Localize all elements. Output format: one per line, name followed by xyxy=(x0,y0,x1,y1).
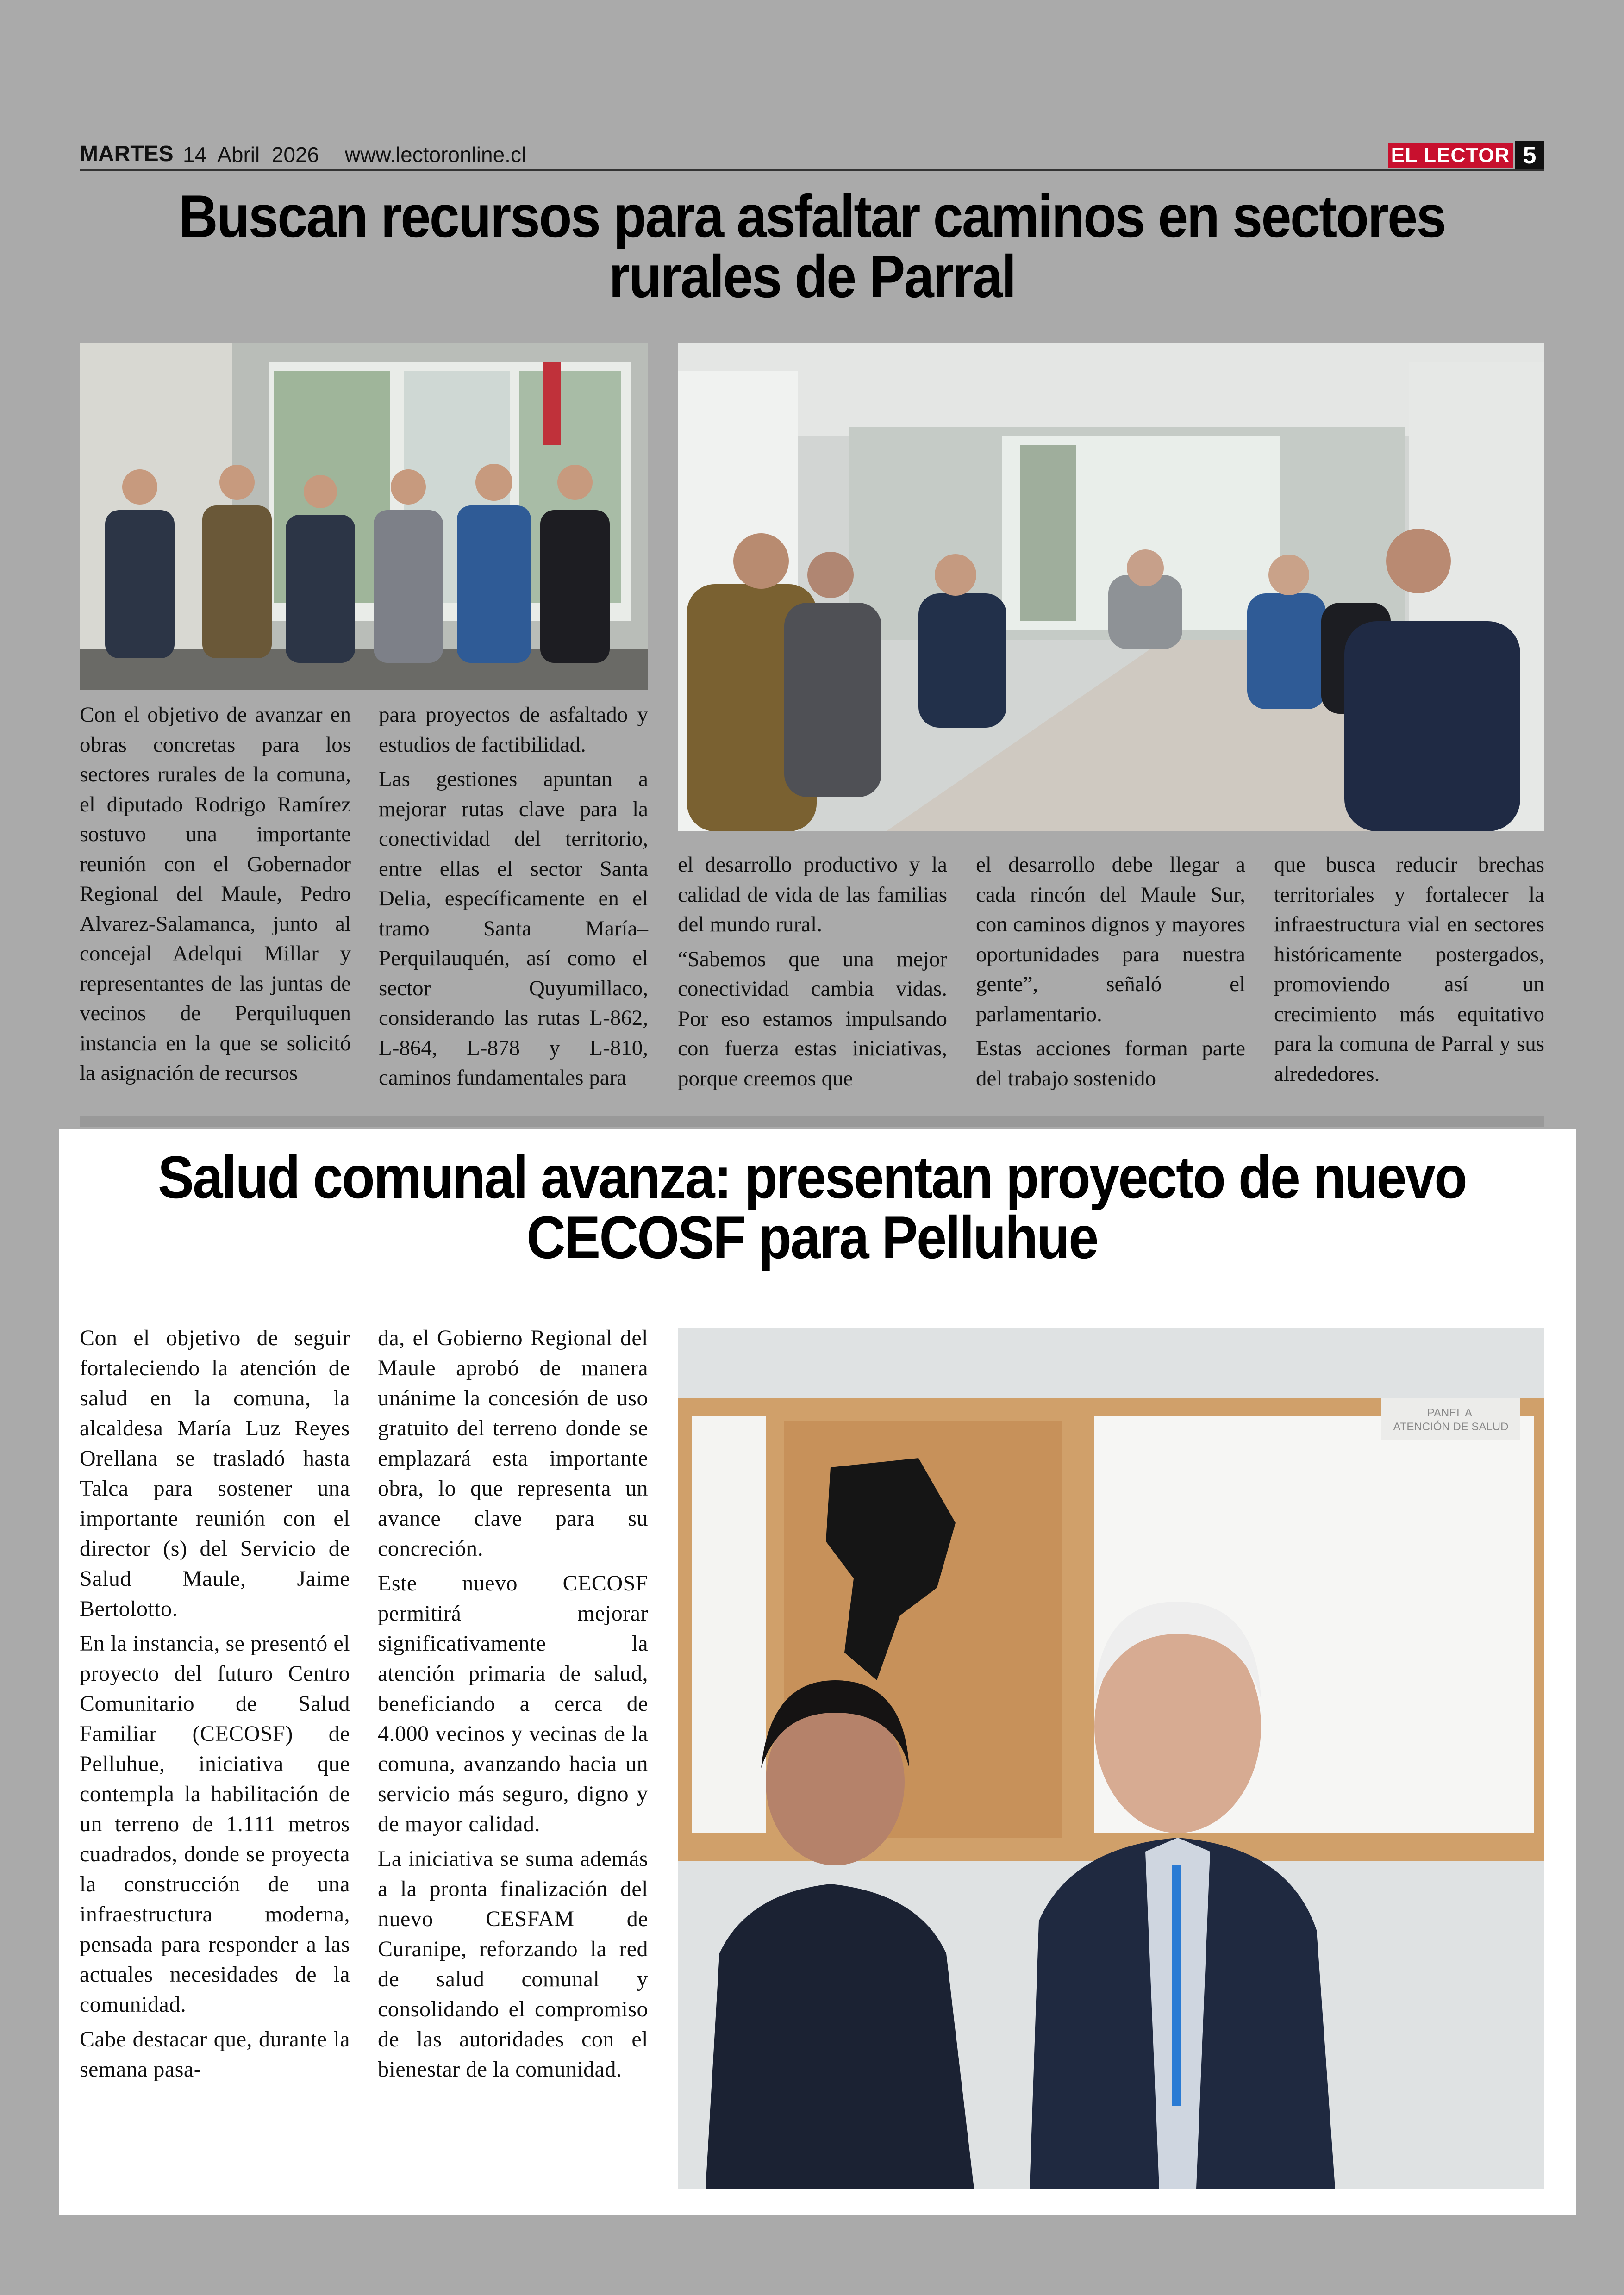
header-url[interactable]: www.lectoronline.cl xyxy=(345,143,526,167)
article1-col5 xyxy=(1274,850,1544,1089)
section-divider xyxy=(80,1116,1544,1127)
article1-col4-p2: Estas acciones forman parte del trabajo sostenido xyxy=(976,1036,1245,1091)
article1-col2-p1: para proyectos de asfaltado y estudios de factibilidad. xyxy=(379,703,648,757)
header-rule xyxy=(80,169,1544,171)
header-date: 14 Abril 2026 xyxy=(183,143,319,167)
article2-col2 xyxy=(378,1323,648,2084)
article1-col3-p1: el desarrollo productivo y la calidad de vida de las familias del mundo rural. xyxy=(678,853,947,936)
sign-line-2: ATENCIÓN DE SALUD xyxy=(1393,1421,1509,1433)
article2-photo-officials xyxy=(678,1328,1544,2189)
article1-col4-p1: el desarrollo debe llegar a cada rincón del Maule Sur, con caminos dignos y mayores oportunidades para nuestra gente”, señaló el parlamentario. xyxy=(976,853,1245,1026)
article1-col3 xyxy=(678,850,947,1093)
article1-col5-p1: que busca reducir brechas territoriales y fortalecer la infraestructura vial en sectores históricamente postergados, promoviendo así un crecimiento más equitativo para la comuna de Parral y sus alrededores. xyxy=(1274,853,1544,1086)
article2-col2-p1: da, el Gobierno Regional del Maule aprobó de manera unánime la concesión de uso gratuito del terreno donde se emplazará esta importante obra, lo que representa un avance clave para su concreción. xyxy=(378,1326,648,1561)
article2-col2-p3: La iniciativa se suma además a la pronta finalización del nuevo CESFAM de Curanipe, reforzando la red de salud comunal y consolidando el compromiso de las autoridades con el bienestar de la comunidad. xyxy=(378,1846,648,2082)
article1-headline: Buscan recursos para asfaltar caminos en sectores rurales de Parral xyxy=(179,182,1445,310)
article2-col1-p2: En la instancia, se presentó el proyecto del futuro Centro Comunitario de Salud Familiar (CECOSF) de Pelluhue, iniciativa que contempla la habilitación de un terreno de 1.111 metros cuadrados, donde se proyecta la construcción de una infraestructura moderna, pensada para responder a las actuales necesidades de la comunidad. xyxy=(80,1631,350,2017)
page-number: 5 xyxy=(1515,141,1544,170)
article2-col1-p3: Cabe destacar que, durante la semana pasa- xyxy=(80,2027,350,2082)
article2-col1-p1: Con el objetivo de seguir fortaleciendo la atención de salud en la comuna, la alcaldesa María Luz Reyes Orellana se trasladó hasta Talca para sostener una importante reunión con el director (s) del Servicio de Salud Maule, Jaime Bertolotto. xyxy=(80,1326,350,1621)
article1-photo-meeting xyxy=(678,343,1544,831)
article2-headline: Salud comunal avanza: presentan proyecto de nuevo CECOSF para Pelluhue xyxy=(158,1143,1466,1271)
article1-col4 xyxy=(976,850,1245,1093)
article1-col2 xyxy=(379,700,648,1093)
article1-col1-p1: Con el objetivo de avanzar en obras concretas para los sectores rurales de la comuna, el diputado Rodrigo Ramírez sostuvo una importante reunión con el Gobernador Regional del Maule, Pedro Alvarez-Salamanca, junto al concejal Adelqui Millar y representantes de las juntas de vecinos de Perquiluquen instancia en la que se solicitó la asignación de recursos xyxy=(80,703,351,1085)
article1-col3-p2: “Sabemos que una mejor conectividad cambia vidas. Por eso estamos impulsando con fuerza estas iniciativas, porque creemos que xyxy=(678,947,947,1091)
sign-line-1: PANEL A xyxy=(1427,1407,1472,1419)
header-day: MARTES xyxy=(80,142,174,166)
article1-col1 xyxy=(80,700,351,1088)
article2-col2-p2: Este nuevo CECOSF permitirá mejorar significativamente la atención primaria de salud, beneficiando a cerca de 4.000 vecinos y vecinas de la comuna, avanzando hacia un servicio más seguro, digno y de mayor calidad. xyxy=(378,1571,648,1836)
article2-col1 xyxy=(80,1323,350,2084)
article1-col2-p2: Las gestiones apuntan a mejorar rutas clave para la conectividad del territorio, entre ellas el sector Santa Delia, específicamente en el tramo Santa María–Perquilauquén, así como el sector Quyumillaco, considerando las rutas L-862, L-864, L-878 y L-810, caminos fundamentales para xyxy=(379,767,648,1090)
article1-photo-group xyxy=(80,343,648,690)
newspaper-logo: EL LECTOR xyxy=(1388,143,1513,168)
